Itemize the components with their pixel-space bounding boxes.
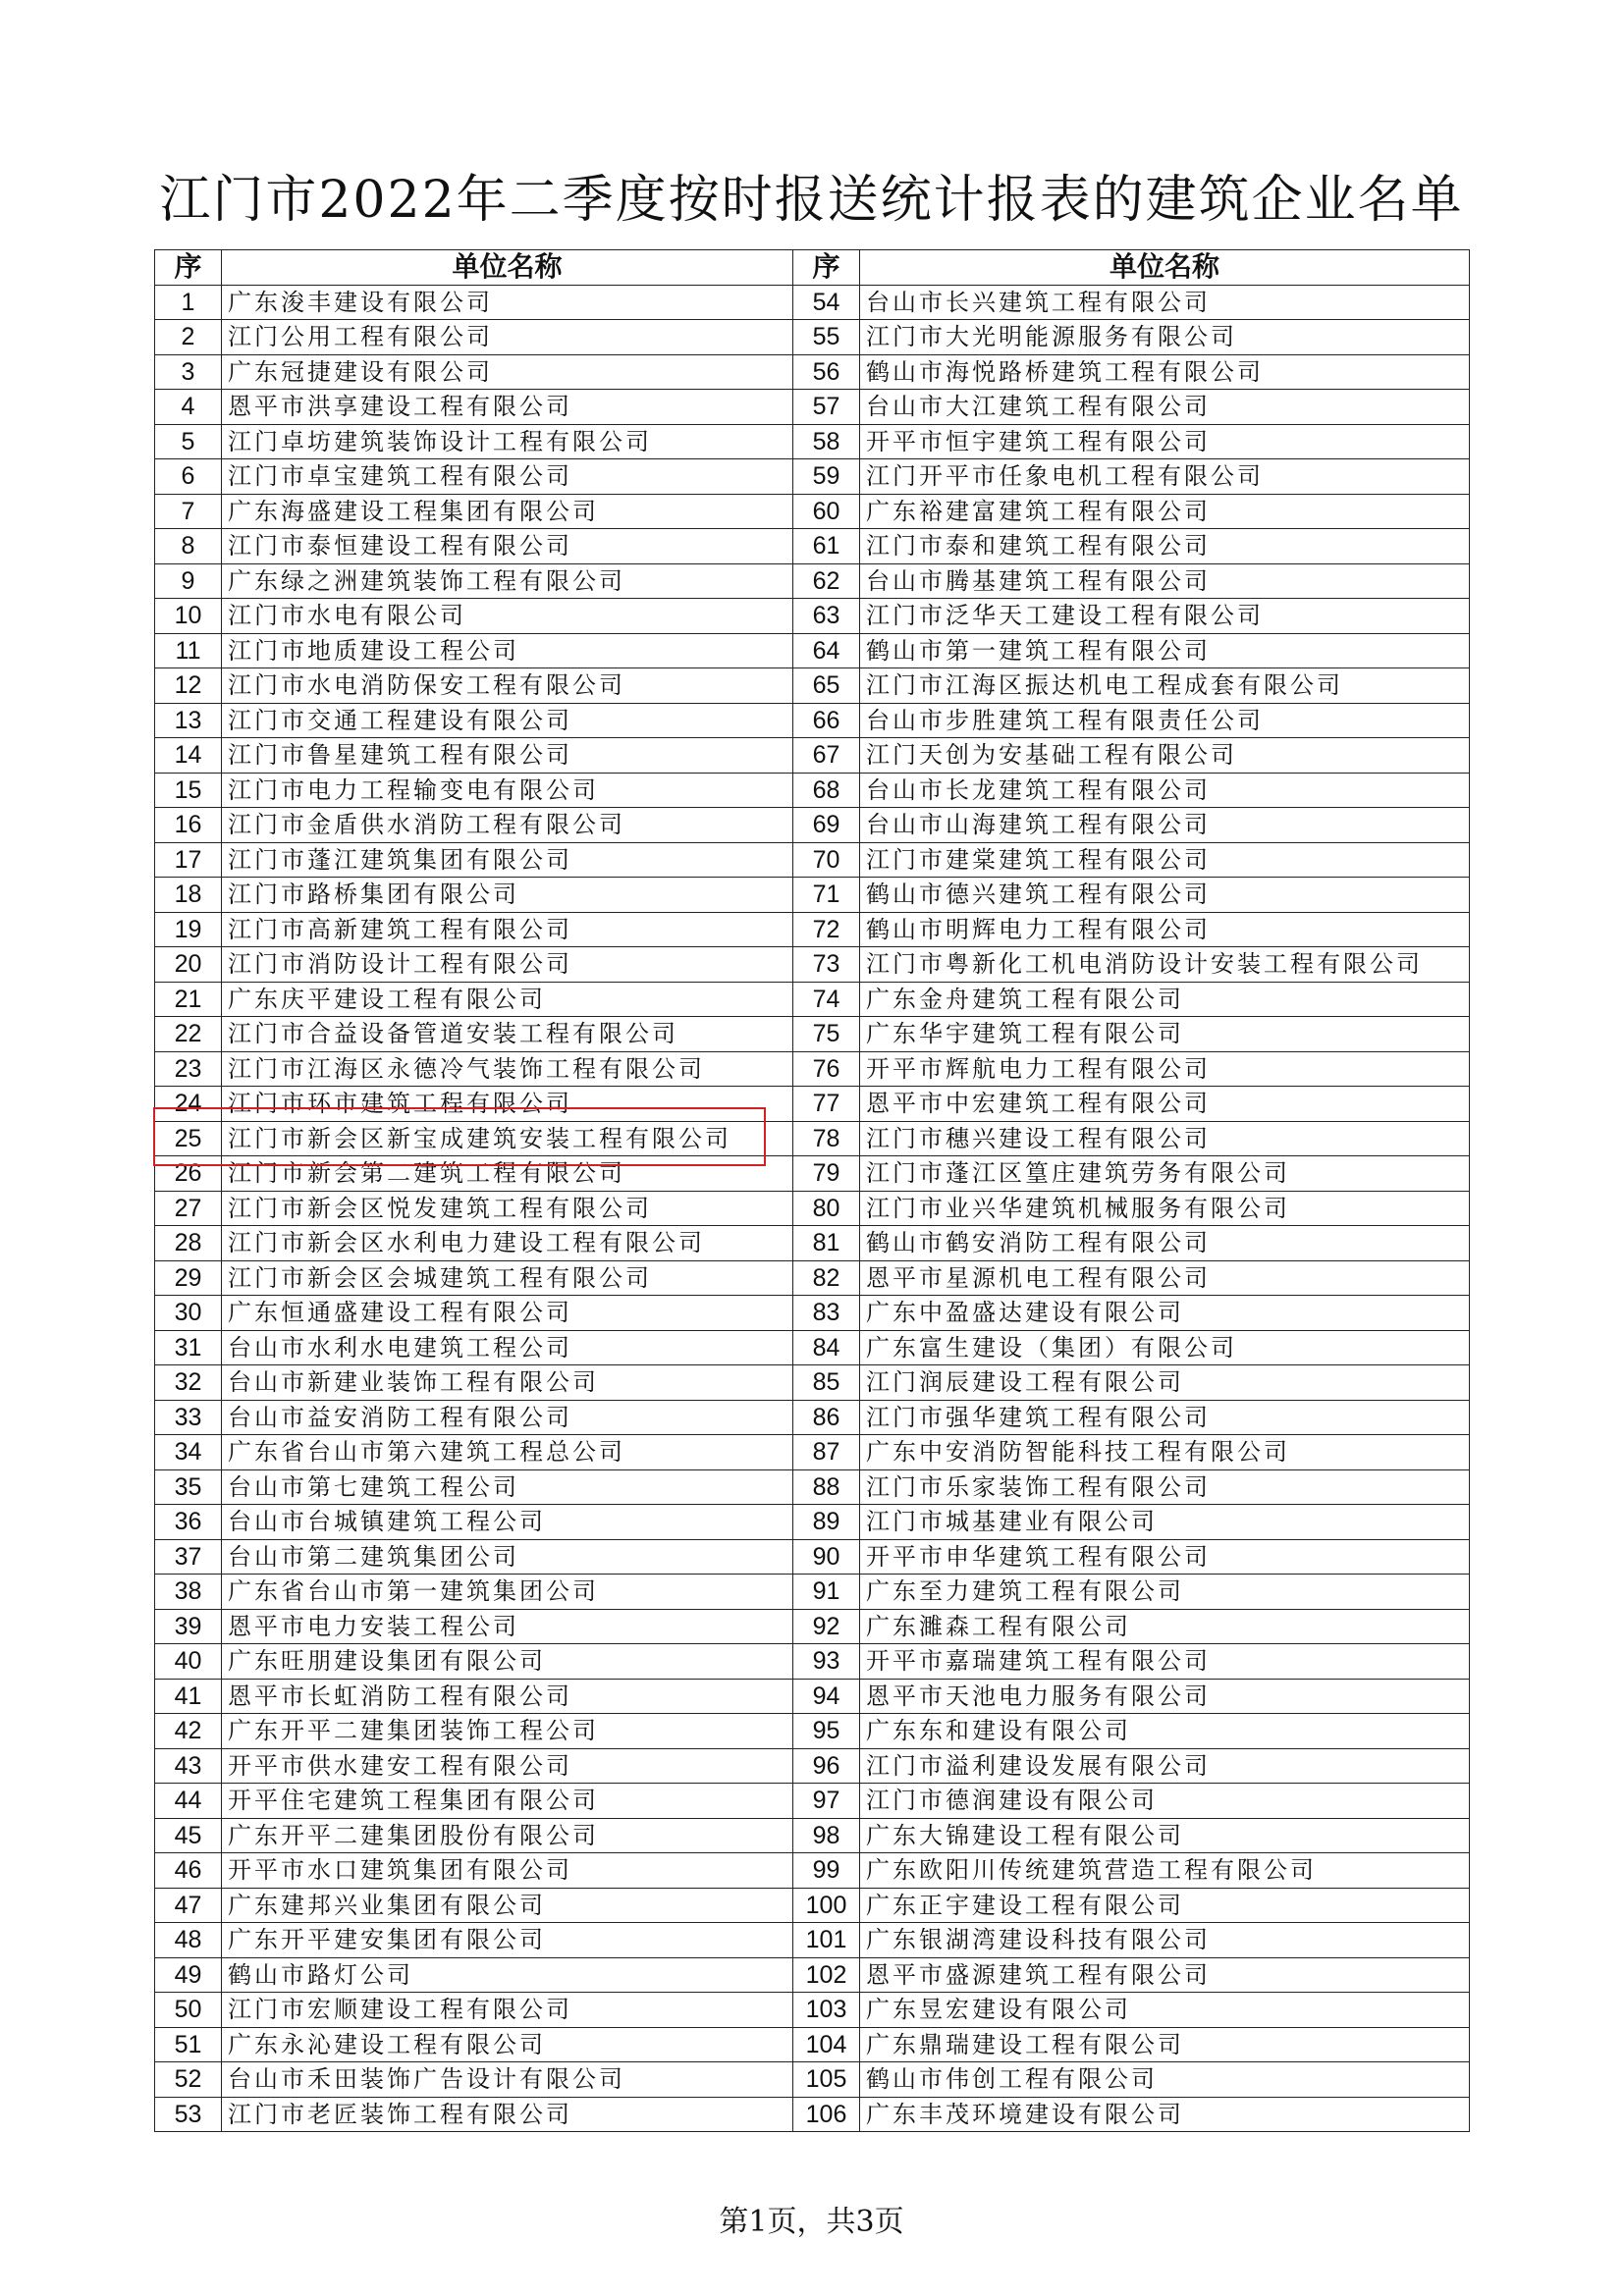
table-row xyxy=(155,1296,1470,1331)
row-name-left: 江门市水电消防保安工程有限公司 xyxy=(222,668,793,704)
table-row xyxy=(155,1714,1470,1749)
table-row xyxy=(155,320,1470,355)
page-footer: 第1页，共3页 xyxy=(719,2205,904,2239)
row-seq-left: 11 xyxy=(155,633,222,668)
row-name-left: 广东开平建安集团有限公司 xyxy=(222,1923,793,1958)
table-row xyxy=(155,1748,1470,1784)
row-seq-right: 83 xyxy=(793,1296,860,1331)
header-seq-right: 序 xyxy=(793,250,860,286)
table-row xyxy=(155,459,1470,495)
row-seq-left: 45 xyxy=(155,1818,222,1853)
table-row xyxy=(155,842,1470,878)
header-seq-left: 序 xyxy=(155,250,222,286)
row-seq-left: 50 xyxy=(155,1993,222,2028)
row-seq-left: 35 xyxy=(155,1469,222,1505)
row-name-right: 台山市山海建筑工程有限公司 xyxy=(860,808,1470,843)
table-row xyxy=(155,2062,1470,2098)
row-seq-right: 57 xyxy=(793,390,860,425)
row-seq-right: 89 xyxy=(793,1505,860,1540)
row-name-right: 江门市大光明能源服务有限公司 xyxy=(860,320,1470,355)
row-name-left: 江门市新会区会城建筑工程有限公司 xyxy=(222,1260,793,1296)
row-name-right: 恩平市星源机电工程有限公司 xyxy=(860,1260,1470,1296)
row-seq-left: 51 xyxy=(155,2027,222,2062)
row-name-left: 台山市益安消防工程有限公司 xyxy=(222,1400,793,1435)
row-name-right: 江门市穗兴建设工程有限公司 xyxy=(860,1121,1470,1156)
row-name-right: 江门天创为安基础工程有限公司 xyxy=(860,738,1470,774)
row-seq-left: 7 xyxy=(155,494,222,529)
table-row xyxy=(155,599,1470,634)
row-name-right: 鹤山市明辉电力工程有限公司 xyxy=(860,912,1470,947)
row-name-left: 江门市新会区新宝成建筑安装工程有限公司 xyxy=(222,1121,793,1156)
row-seq-left: 46 xyxy=(155,1853,222,1889)
row-seq-right: 71 xyxy=(793,878,860,913)
row-seq-right: 76 xyxy=(793,1051,860,1087)
row-name-left: 江门市水电有限公司 xyxy=(222,599,793,634)
row-seq-left: 13 xyxy=(155,703,222,738)
table-row xyxy=(155,1226,1470,1261)
table-row xyxy=(155,1051,1470,1087)
row-name-left: 江门市鲁星建筑工程有限公司 xyxy=(222,738,793,774)
row-name-left: 台山市禾田装饰广告设计有限公司 xyxy=(222,2062,793,2098)
table-row xyxy=(155,424,1470,459)
row-name-right: 江门市乐家装饰工程有限公司 xyxy=(860,1469,1470,1505)
row-seq-right: 90 xyxy=(793,1539,860,1575)
row-seq-left: 38 xyxy=(155,1575,222,1610)
row-name-right: 台山市长龙建筑工程有限公司 xyxy=(860,773,1470,808)
table-row xyxy=(155,1993,1470,2028)
row-seq-right: 96 xyxy=(793,1748,860,1784)
row-name-right: 广东丰茂环境建设有限公司 xyxy=(860,2097,1470,2132)
row-seq-right: 69 xyxy=(793,808,860,843)
row-seq-left: 44 xyxy=(155,1784,222,1819)
row-seq-right: 72 xyxy=(793,912,860,947)
row-seq-right: 68 xyxy=(793,773,860,808)
row-seq-right: 67 xyxy=(793,738,860,774)
row-name-right: 鹤山市伟创工程有限公司 xyxy=(860,2062,1470,2098)
row-name-right: 广东东和建设有限公司 xyxy=(860,1714,1470,1749)
row-name-right: 开平市嘉瑞建筑工程有限公司 xyxy=(860,1644,1470,1680)
table-row xyxy=(155,1191,1470,1226)
row-name-right: 广东富生建设（集团）有限公司 xyxy=(860,1330,1470,1365)
row-name-left: 台山市水利水电建筑工程公司 xyxy=(222,1330,793,1365)
row-seq-left: 21 xyxy=(155,982,222,1017)
row-seq-left: 14 xyxy=(155,738,222,774)
row-name-left: 江门市新会区水利电力建设工程有限公司 xyxy=(222,1226,793,1261)
row-name-right: 江门市江海区振达机电工程成套有限公司 xyxy=(860,668,1470,704)
row-seq-right: 66 xyxy=(793,703,860,738)
row-seq-left: 24 xyxy=(155,1087,222,1122)
row-seq-left: 49 xyxy=(155,1957,222,1993)
row-seq-left: 5 xyxy=(155,424,222,459)
row-seq-right: 74 xyxy=(793,982,860,1017)
row-name-left: 台山市台城镇建筑工程公司 xyxy=(222,1505,793,1540)
row-seq-right: 87 xyxy=(793,1435,860,1470)
row-seq-left: 15 xyxy=(155,773,222,808)
row-seq-left: 12 xyxy=(155,668,222,704)
row-name-left: 江门市路桥集团有限公司 xyxy=(222,878,793,913)
row-name-left: 江门市高新建筑工程有限公司 xyxy=(222,912,793,947)
table-row xyxy=(155,1644,1470,1680)
row-seq-right: 60 xyxy=(793,494,860,529)
row-seq-left: 32 xyxy=(155,1365,222,1401)
row-seq-left: 43 xyxy=(155,1748,222,1784)
row-name-right: 江门市粤新化工机电消防设计安装工程有限公司 xyxy=(860,947,1470,983)
row-seq-left: 19 xyxy=(155,912,222,947)
row-seq-right: 80 xyxy=(793,1191,860,1226)
table-body xyxy=(155,285,1470,2132)
row-name-right: 开平市恒宇建筑工程有限公司 xyxy=(860,424,1470,459)
row-seq-left: 40 xyxy=(155,1644,222,1680)
row-seq-left: 29 xyxy=(155,1260,222,1296)
row-seq-left: 28 xyxy=(155,1226,222,1261)
page-title: 江门市2022年二季度按时报送统计报表的建筑企业名单 xyxy=(159,171,1464,230)
row-name-right: 广东正宇建设工程有限公司 xyxy=(860,1888,1470,1923)
row-seq-left: 2 xyxy=(155,320,222,355)
row-name-right: 江门市强华建筑工程有限公司 xyxy=(860,1400,1470,1435)
row-name-right: 恩平市天池电力服务有限公司 xyxy=(860,1679,1470,1714)
row-seq-left: 52 xyxy=(155,2062,222,2098)
row-name-left: 广东建邦兴业集团有限公司 xyxy=(222,1888,793,1923)
row-name-left: 台山市第二建筑集团公司 xyxy=(222,1539,793,1575)
table-row xyxy=(155,1957,1470,1993)
table-row xyxy=(155,947,1470,983)
table-row xyxy=(155,1575,1470,1610)
table-header-row xyxy=(155,250,1470,286)
row-seq-left: 42 xyxy=(155,1714,222,1749)
row-seq-left: 1 xyxy=(155,285,222,320)
table-row xyxy=(155,563,1470,599)
row-seq-left: 41 xyxy=(155,1679,222,1714)
row-seq-left: 4 xyxy=(155,390,222,425)
row-seq-left: 10 xyxy=(155,599,222,634)
row-seq-left: 6 xyxy=(155,459,222,495)
row-name-left: 广东恒通盛建设工程有限公司 xyxy=(222,1296,793,1331)
row-seq-left: 17 xyxy=(155,842,222,878)
row-seq-right: 98 xyxy=(793,1818,860,1853)
row-seq-right: 55 xyxy=(793,320,860,355)
table-row xyxy=(155,1260,1470,1296)
table-row xyxy=(155,982,1470,1017)
row-name-left: 江门市老匠装饰工程有限公司 xyxy=(222,2097,793,2132)
row-name-right: 广东鼎瑞建设工程有限公司 xyxy=(860,2027,1470,2062)
table-row xyxy=(155,1539,1470,1575)
row-name-left: 广东永沁建设工程有限公司 xyxy=(222,2027,793,2062)
row-seq-left: 47 xyxy=(155,1888,222,1923)
row-seq-right: 70 xyxy=(793,842,860,878)
row-seq-right: 54 xyxy=(793,285,860,320)
row-seq-left: 34 xyxy=(155,1435,222,1470)
row-seq-right: 58 xyxy=(793,424,860,459)
row-name-right: 鹤山市第一建筑工程有限公司 xyxy=(860,633,1470,668)
row-seq-left: 26 xyxy=(155,1156,222,1192)
row-name-left: 江门市新会第二建筑工程有限公司 xyxy=(222,1156,793,1192)
row-name-right: 广东银湖湾建设科技有限公司 xyxy=(860,1923,1470,1958)
row-name-left: 开平市供水建安工程有限公司 xyxy=(222,1748,793,1784)
row-name-left: 江门市泰恒建设工程有限公司 xyxy=(222,529,793,564)
row-name-right: 鹤山市鹤安消防工程有限公司 xyxy=(860,1226,1470,1261)
row-seq-right: 95 xyxy=(793,1714,860,1749)
row-seq-right: 104 xyxy=(793,2027,860,2062)
row-name-left: 江门市消防设计工程有限公司 xyxy=(222,947,793,983)
row-name-left: 江门市地质建设工程公司 xyxy=(222,633,793,668)
company-list-table xyxy=(154,249,1470,2132)
row-name-right: 江门市泰和建筑工程有限公司 xyxy=(860,529,1470,564)
row-name-left: 江门市江海区永德冷气装饰工程有限公司 xyxy=(222,1051,793,1087)
row-name-right: 江门润辰建设工程有限公司 xyxy=(860,1365,1470,1401)
table-row xyxy=(155,2027,1470,2062)
row-name-left: 开平市水口建筑集团有限公司 xyxy=(222,1853,793,1889)
row-name-left: 江门市交通工程建设有限公司 xyxy=(222,703,793,738)
row-seq-left: 3 xyxy=(155,354,222,390)
table-row xyxy=(155,808,1470,843)
table-row xyxy=(155,494,1470,529)
row-seq-right: 56 xyxy=(793,354,860,390)
row-seq-right: 85 xyxy=(793,1365,860,1401)
row-name-right: 江门市德润建设有限公司 xyxy=(860,1784,1470,1819)
row-name-right: 鹤山市海悦路桥建筑工程有限公司 xyxy=(860,354,1470,390)
row-seq-right: 63 xyxy=(793,599,860,634)
table-row xyxy=(155,1365,1470,1401)
row-seq-right: 62 xyxy=(793,563,860,599)
row-seq-left: 16 xyxy=(155,808,222,843)
table-row xyxy=(155,390,1470,425)
row-name-left: 广东海盛建设工程集团有限公司 xyxy=(222,494,793,529)
row-name-left: 鹤山市路灯公司 xyxy=(222,1957,793,1993)
row-seq-left: 37 xyxy=(155,1539,222,1575)
row-seq-left: 25 xyxy=(155,1121,222,1156)
header-name-right: 单位名称 xyxy=(860,250,1470,286)
row-seq-right: 84 xyxy=(793,1330,860,1365)
row-seq-right: 101 xyxy=(793,1923,860,1958)
row-name-right: 台山市腾基建筑工程有限公司 xyxy=(860,563,1470,599)
row-seq-right: 61 xyxy=(793,529,860,564)
row-seq-left: 30 xyxy=(155,1296,222,1331)
row-seq-right: 64 xyxy=(793,633,860,668)
row-name-left: 广东开平二建集团装饰工程公司 xyxy=(222,1714,793,1749)
row-name-left: 广东开平二建集团股份有限公司 xyxy=(222,1818,793,1853)
row-seq-right: 97 xyxy=(793,1784,860,1819)
row-name-right: 广东欧阳川传统建筑营造工程有限公司 xyxy=(860,1853,1470,1889)
row-seq-left: 23 xyxy=(155,1051,222,1087)
table-row xyxy=(155,912,1470,947)
row-seq-right: 92 xyxy=(793,1609,860,1644)
table-row xyxy=(155,1818,1470,1853)
row-seq-left: 48 xyxy=(155,1923,222,1958)
row-name-right: 恩平市盛源建筑工程有限公司 xyxy=(860,1957,1470,1993)
row-name-right: 台山市步胜建筑工程有限责任公司 xyxy=(860,703,1470,738)
row-name-right: 江门市泛华天工建设工程有限公司 xyxy=(860,599,1470,634)
row-name-left: 江门市蓬江建筑集团有限公司 xyxy=(222,842,793,878)
row-seq-right: 102 xyxy=(793,1957,860,1993)
row-seq-left: 27 xyxy=(155,1191,222,1226)
row-name-right: 广东大锦建设工程有限公司 xyxy=(860,1818,1470,1853)
table-row xyxy=(155,878,1470,913)
row-name-left: 广东绿之洲建筑装饰工程有限公司 xyxy=(222,563,793,599)
row-name-left: 广东庆平建设工程有限公司 xyxy=(222,982,793,1017)
highlight-box xyxy=(153,1107,766,1166)
row-seq-right: 99 xyxy=(793,1853,860,1889)
row-name-right: 开平市申华建筑工程有限公司 xyxy=(860,1539,1470,1575)
row-seq-left: 20 xyxy=(155,947,222,983)
row-name-left: 开平住宅建筑工程集团有限公司 xyxy=(222,1784,793,1819)
row-name-right: 广东华宇建筑工程有限公司 xyxy=(860,1017,1470,1052)
row-name-left: 恩平市电力安装工程公司 xyxy=(222,1609,793,1644)
row-name-left: 恩平市长虹消防工程有限公司 xyxy=(222,1679,793,1714)
row-name-left: 江门市合益设备管道安装工程有限公司 xyxy=(222,1017,793,1052)
row-name-left: 台山市新建业装饰工程有限公司 xyxy=(222,1365,793,1401)
table-row xyxy=(155,1679,1470,1714)
row-name-left: 江门市卓宝建筑工程有限公司 xyxy=(222,459,793,495)
table-row xyxy=(155,354,1470,390)
row-seq-left: 18 xyxy=(155,878,222,913)
row-name-right: 江门开平市任象电机工程有限公司 xyxy=(860,459,1470,495)
row-name-right: 广东至力建筑工程有限公司 xyxy=(860,1575,1470,1610)
row-name-right: 广东中盈盛达建设有限公司 xyxy=(860,1296,1470,1331)
row-name-left: 广东省台山市第一建筑集团公司 xyxy=(222,1575,793,1610)
row-name-left: 广东冠捷建设有限公司 xyxy=(222,354,793,390)
row-seq-left: 9 xyxy=(155,563,222,599)
row-name-right: 江门市溢利建设发展有限公司 xyxy=(860,1748,1470,1784)
row-seq-right: 88 xyxy=(793,1469,860,1505)
table-row xyxy=(155,703,1470,738)
row-seq-right: 94 xyxy=(793,1679,860,1714)
table-row xyxy=(155,1435,1470,1470)
row-seq-right: 81 xyxy=(793,1226,860,1261)
row-name-left: 广东浚丰建设有限公司 xyxy=(222,285,793,320)
row-name-right: 恩平市中宏建筑工程有限公司 xyxy=(860,1087,1470,1122)
row-name-left: 江门市电力工程输变电有限公司 xyxy=(222,773,793,808)
table-row xyxy=(155,1330,1470,1365)
row-seq-right: 79 xyxy=(793,1156,860,1192)
row-name-right: 江门市城基建业有限公司 xyxy=(860,1505,1470,1540)
table-row xyxy=(155,285,1470,320)
row-name-left: 江门市新会区悦发建筑工程有限公司 xyxy=(222,1191,793,1226)
row-seq-left: 22 xyxy=(155,1017,222,1052)
row-seq-right: 86 xyxy=(793,1400,860,1435)
table-row xyxy=(155,633,1470,668)
table-row xyxy=(155,1017,1470,1052)
row-name-right: 广东金舟建筑工程有限公司 xyxy=(860,982,1470,1017)
row-seq-right: 103 xyxy=(793,1993,860,2028)
row-seq-left: 8 xyxy=(155,529,222,564)
table-row xyxy=(155,773,1470,808)
row-seq-right: 105 xyxy=(793,2062,860,2098)
table-row xyxy=(155,1609,1470,1644)
table-row xyxy=(155,738,1470,774)
row-seq-right: 75 xyxy=(793,1017,860,1052)
table-row xyxy=(155,1853,1470,1889)
row-name-left: 广东旺朋建设集团有限公司 xyxy=(222,1644,793,1680)
table-row xyxy=(155,1400,1470,1435)
table-row xyxy=(155,529,1470,564)
row-seq-right: 93 xyxy=(793,1644,860,1680)
table-row xyxy=(155,1469,1470,1505)
header-name-left: 单位名称 xyxy=(222,250,793,286)
row-name-right: 江门市蓬江区篁庄建筑劳务有限公司 xyxy=(860,1156,1470,1192)
row-seq-right: 106 xyxy=(793,2097,860,2132)
row-seq-left: 39 xyxy=(155,1609,222,1644)
row-name-right: 台山市长兴建筑工程有限公司 xyxy=(860,285,1470,320)
row-name-right: 广东中安消防智能科技工程有限公司 xyxy=(860,1435,1470,1470)
row-name-right: 台山市大江建筑工程有限公司 xyxy=(860,390,1470,425)
row-name-right: 广东濉森工程有限公司 xyxy=(860,1609,1470,1644)
row-name-left: 台山市第七建筑工程公司 xyxy=(222,1469,793,1505)
row-seq-right: 100 xyxy=(793,1888,860,1923)
row-seq-left: 36 xyxy=(155,1505,222,1540)
row-name-right: 鹤山市德兴建筑工程有限公司 xyxy=(860,878,1470,913)
row-name-right: 江门市建棠建筑工程有限公司 xyxy=(860,842,1470,878)
table-row xyxy=(155,1505,1470,1540)
row-name-right: 开平市辉航电力工程有限公司 xyxy=(860,1051,1470,1087)
row-seq-right: 59 xyxy=(793,459,860,495)
table-row xyxy=(155,1888,1470,1923)
row-seq-left: 31 xyxy=(155,1330,222,1365)
table-row xyxy=(155,2097,1470,2132)
row-name-left: 江门市宏顺建设工程有限公司 xyxy=(222,1993,793,2028)
table-row xyxy=(155,1784,1470,1819)
row-seq-right: 73 xyxy=(793,947,860,983)
row-name-left: 江门市金盾供水消防工程有限公司 xyxy=(222,808,793,843)
table-row xyxy=(155,1923,1470,1958)
row-name-right: 广东裕建富建筑工程有限公司 xyxy=(860,494,1470,529)
row-name-left: 恩平市洪享建设工程有限公司 xyxy=(222,390,793,425)
row-name-left: 江门公用工程有限公司 xyxy=(222,320,793,355)
row-name-left: 江门市环市建筑工程有限公司 xyxy=(222,1087,793,1122)
row-seq-right: 82 xyxy=(793,1260,860,1296)
row-seq-right: 91 xyxy=(793,1575,860,1610)
row-seq-left: 33 xyxy=(155,1400,222,1435)
table-row xyxy=(155,668,1470,704)
row-name-right: 江门市业兴华建筑机械服务有限公司 xyxy=(860,1191,1470,1226)
row-seq-right: 65 xyxy=(793,668,860,704)
row-seq-left: 53 xyxy=(155,2097,222,2132)
row-name-right: 广东昱宏建设有限公司 xyxy=(860,1993,1470,2028)
row-seq-right: 77 xyxy=(793,1087,860,1122)
row-name-left: 江门卓坊建筑装饰设计工程有限公司 xyxy=(222,424,793,459)
row-name-left: 广东省台山市第六建筑工程总公司 xyxy=(222,1435,793,1470)
row-seq-right: 78 xyxy=(793,1121,860,1156)
